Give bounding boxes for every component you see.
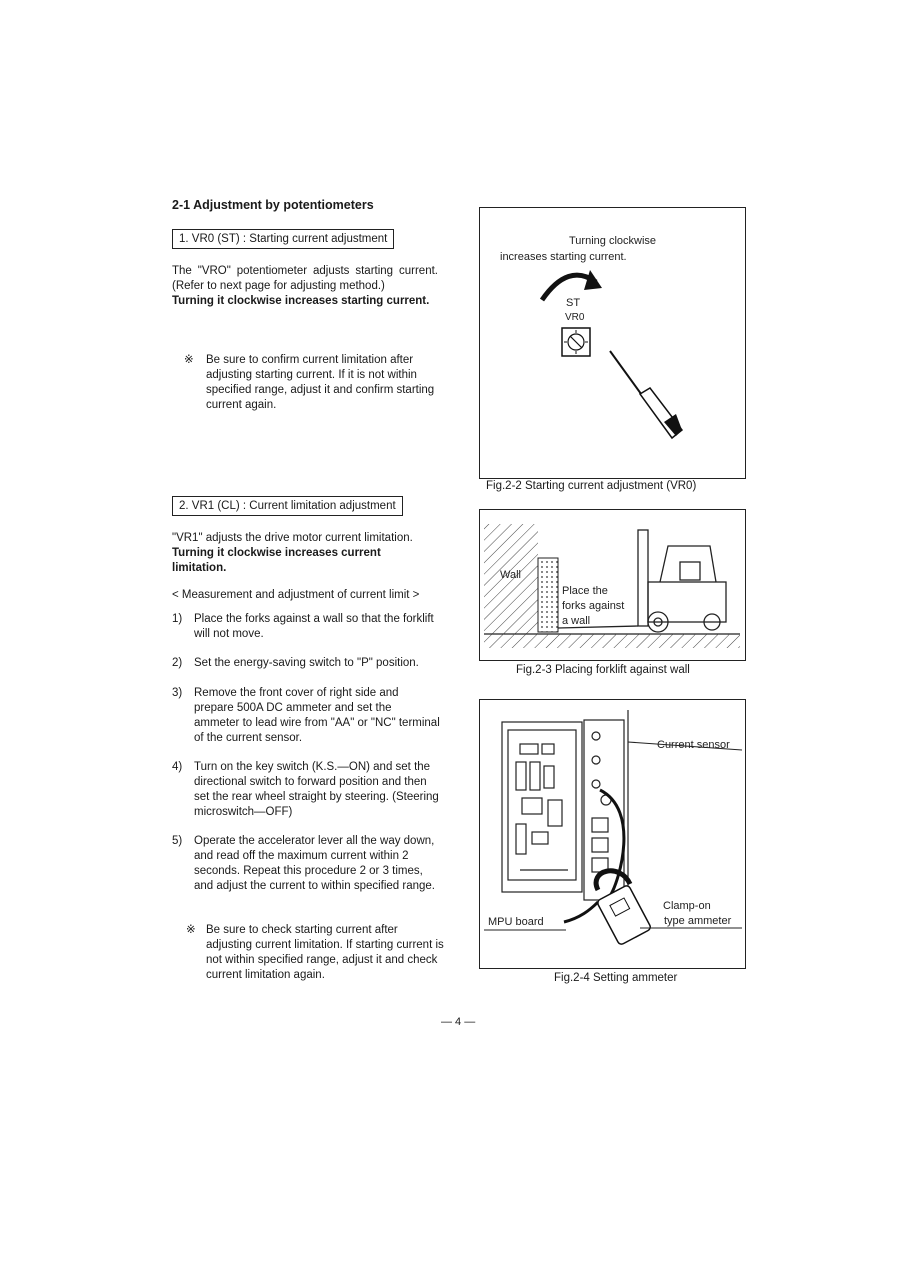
clamp-label-2: type ammeter (664, 915, 732, 927)
part1-note-text: Be sure to confirm current limitation after adjusting starting current. If it is not within specified range, adjust it and confirm starting current again. (206, 354, 435, 411)
part1-paragraph (172, 264, 438, 309)
mpu-board-icon (502, 722, 582, 892)
fig2-text-2: increases starting current. (500, 251, 627, 263)
part1-note (172, 353, 440, 413)
figure-2-3 (479, 509, 746, 661)
step-2 (172, 656, 440, 671)
part1-label: 1. VR0 (ST) : Starting current adjustment (172, 229, 394, 249)
vr0-label: VR0 (565, 312, 585, 323)
current-sensor-label: Current sensor (657, 739, 730, 751)
wall-label: Wall (500, 569, 521, 581)
step-number: 2) (172, 657, 183, 669)
arrowhead-icon (584, 270, 602, 290)
ammeter-setup-illustration (480, 700, 745, 968)
part2-paragraph (172, 531, 438, 576)
page-number: — 4 — (441, 1016, 476, 1028)
figure-2-4-caption: Fig.2-4 Setting ammeter (554, 972, 678, 984)
step-number: 1) (172, 613, 183, 625)
part1-bold: Turning it clockwise increases starting current. (172, 295, 430, 307)
lead-wire (600, 790, 624, 896)
pointer-arrow (564, 902, 598, 922)
wall-face (538, 558, 558, 632)
step-text: Turn on the key switch (K.S.—ON) and set the directional switch to forward position and then set the rear wheel straight by steering. (Steering microswitch—OFF) (194, 761, 439, 818)
st-label: ST (566, 297, 581, 309)
section-heading: 2-1 Adjustment by potentiometers (172, 198, 374, 212)
mpu-board-label: MPU board (488, 916, 544, 928)
step-text: Set the energy-saving switch to "P" position. (194, 657, 419, 669)
note-mark: ※ (186, 924, 196, 936)
step-text: Remove the front cover of right side and prepare 500A DC ammeter and set the ammeter to lead wire from "AA" or "NC" terminal of the current sensor. (194, 687, 440, 744)
step-number: 4) (172, 761, 183, 773)
fig3-label-2: forks against (562, 600, 625, 612)
part2-bold: Turning it clockwise increases current limitation. (172, 547, 381, 574)
fig2-text-1: Turning clockwise (569, 235, 657, 247)
figure-2-3-caption: Fig.2-3 Placing forklift against wall (516, 664, 690, 676)
part2-note-text: Be sure to check starting current after adjusting current limitation. If starting current is not within specified range, adjust it and check current limitation again. (206, 924, 444, 981)
fig3-label-3: a wall (562, 615, 591, 627)
part2-note (172, 923, 444, 983)
step-text: Operate the accelerator lever all the way down, and read off the maximum current within 2 seconds. Repeat this procedure 2 or 3 times, and adjust the current to within specified range. (194, 835, 436, 892)
step-4 (172, 760, 440, 820)
part2-subheading: < Measurement and adjustment of current limit > (172, 589, 420, 601)
fig3-label-1: Place the (562, 585, 608, 597)
forklift-wall-illustration (480, 510, 745, 660)
step-5 (172, 834, 440, 894)
clamp-label-1: Clamp-on (663, 900, 711, 912)
figure-2-4 (479, 699, 746, 969)
figure-2-2-caption: Fig.2-2 Starting current adjustment (VR0) (486, 480, 697, 492)
step-text: Place the forks against a wall so that the forklift will not move. (194, 613, 434, 640)
note-mark: ※ (184, 354, 194, 366)
figure-2-2 (479, 207, 746, 479)
current-sensor-icon (584, 710, 628, 910)
part2-text: "VR1" adjusts the drive motor current limitation. (172, 532, 413, 544)
potentiometer-illustration (480, 208, 745, 478)
part2-label: 2. VR1 (CL) : Current limitation adjustment (172, 496, 403, 516)
step-1 (172, 612, 440, 642)
screwdriver-icon (610, 351, 682, 438)
part1-text: The "VRO" potentiometer adjusts starting current. (Refer to next page for adjusting method.) (172, 265, 438, 292)
step-3 (172, 686, 440, 746)
step-number: 5) (172, 835, 183, 847)
step-number: 3) (172, 687, 183, 699)
